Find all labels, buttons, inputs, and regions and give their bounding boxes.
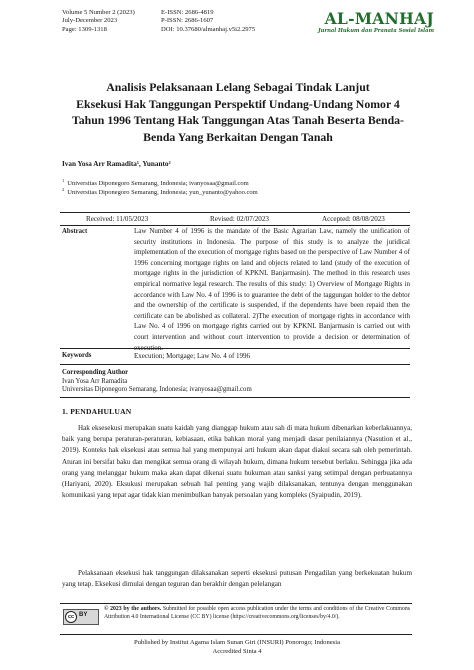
journal-logo-title: AL-MANHAJ [324, 9, 434, 28]
journal-logo [318, 10, 434, 35]
doi-text: DOI: 10.37680/almanhaj.v5i2.2975 [161, 25, 256, 33]
eissn-text: E-ISSN: 2686-4819 [161, 9, 214, 16]
article-title [62, 79, 414, 145]
affiliation-text: Universitas Diponegoro Semarang, Indonesia; ivanyosaa@gmail.com [67, 180, 249, 188]
divider [60, 397, 410, 398]
article-title-line: Analisis Pelaksanaan Lelang Sebagai Tindak Lanjut [106, 80, 370, 94]
revised-date: Revised: 02/07/2023 [210, 215, 269, 223]
copyright-text: © 2023 by the authors. [104, 606, 162, 612]
identifier-info [161, 9, 255, 34]
license-box [60, 603, 412, 635]
author-list: Ivan Yosa Arr Ramadita¹, Yunanto² [62, 160, 171, 168]
section-heading: 1. PENDAHULUAN [62, 407, 132, 416]
corresponding-heading: Corresponding Author [62, 369, 129, 376]
volume-text: Volume 5 Number 2 (2023) [62, 9, 135, 16]
corresponding-author [62, 369, 252, 395]
keywords-label: Keywords [62, 352, 92, 359]
issue-info [62, 9, 135, 34]
article-title-line: Tahun 1996 Tentang Hak Tanggungan Atas Tanah Beserta Benda- [72, 113, 404, 128]
journal-header [62, 9, 434, 51]
submission-dates [60, 212, 410, 226]
received-date: Received: 11/05/2023 [86, 215, 149, 223]
accreditation-text: Accredited Sinta 4 [212, 648, 262, 655]
accepted-date: Accepted: 08/08/2023 [322, 215, 385, 223]
affiliation-2 [62, 187, 258, 196]
affiliation-number: 2 [62, 187, 65, 192]
affiliation-text: Universitas Diponegoro Semarang, Indonesia; yun_yunanto@yahoo.com [67, 189, 258, 197]
pissn-text: P-ISSN: 2686-1607 [161, 17, 214, 25]
article-title-line: Benda Yang Berkaitan Dengan Tanah [143, 129, 333, 144]
affiliation-1 [62, 178, 249, 187]
divider [60, 348, 410, 349]
license-text [104, 606, 410, 621]
body-paragraph: Pelaksanaan eksekusi hak tanggungan dilaksanakan seperti eksekusi putusan Pengadilan yang berkekuatan hukum yang tetap. Eksekusi dimulai dengan teguran dan berakhir dengan pelelangan [62, 569, 412, 589]
article-title-line: Eksekusi Hak Tanggungan Perspektif Undang-Undang Nomor 4 [76, 96, 400, 111]
publisher-text: Published by Institut Agama Islam Sunan Giri (INSURI) Ponorogo; Indonesia [133, 639, 341, 646]
corresponding-affiliation: Universitas Diponegoro Semarang, Indonesia; ivanyosaa@gmail.com [62, 386, 252, 394]
keywords-text: Execution; Mortgage; Law No. 4 of 1996 [134, 352, 251, 360]
affiliation-number: 1 [62, 178, 65, 183]
divider [60, 364, 410, 365]
corresponding-name: Ivan Yosa Arr Ramadita [62, 377, 128, 385]
abstract-label: Abstract [62, 228, 88, 235]
creative-commons-icon: cc [65, 611, 77, 623]
body-paragraph: Hak eksesekusi merupakan suatu kaidah yang dianggap hukum atau sah di mata hukum dibenarkan keberlakuannya, baik yang berupa peraturan-peraturan, kebiasaan, etika bahkan moral yang menjadi dasar penilaiannya (Nasution et al., 2019). Konteks hak eksekusi atau semua hal yang mempunyai arti hukum akan dapat diakui secara sah oleh pemerintah. Aturan ini bersifat baku dan mengikat semua orang di wilayah hukum, dimana hukum tersebut berlaku. Sehingga jika ada orang yang melanggar hukum maka akan dapat dikenai suatu hukuman atau sanksi yang setimpal dengan perbuatannya (Hariyani, 2020). Eksukusi merupakan sebuah hal penting yang wajib dilaksanakan, tentunya dengan menggunakan komunikasi yang tepat agar tidak kian menimbulkan banyak persoalan yang kompleks (Syaipudin, 2019). [62, 424, 412, 500]
journal-logo-subtitle: Jurnal Hukum dan Pranata Sosial Islam [318, 28, 434, 34]
attribution-icon: BY [79, 612, 88, 618]
abstract-text: Law Number 4 of 1996 is the mandate of the Basic Agrarian Law, namely the unification of security institutions in Indonesia. The purpose of this study is to analyze the juridical implementation of the execution of mortgage rights based on the perspective of Law Number 4 of 1996 concerning mortgage rights on land and objects related to land (study of the execution of mortgage rights in the jurisdiction of KPKNL Banjarmasin). The method in this research uses empirical normative legal research. The results of this study: 1) Overview of Mortgage Rights in accordance with Law No. 4 of 1996 is to guarantee the debt of the taggungan holder to the debtor and the ownership of the certificate is suspended, if the dependents have been repaid then the certificate can be abolished as collateral. 2)The execution of mortgage rights in accordance with Law No. 4 of 1996 on mortgage rights carried out by KPKNL Banjarmasin is carried out with court intervention and without court intervention to provide a decision or determination of execution. [134, 227, 410, 352]
cc-license-badge[interactable] [63, 609, 99, 625]
page-footer [0, 638, 474, 656]
license-terms: Submitted for possible open access publication under the terms and conditions of the Creative Commons Attribution 4.0 International License (CC BY) license (https://creativecommons.org/licenses/by/4.0/). [104, 606, 410, 620]
period-text: July-December 2023 [62, 17, 118, 25]
pages-text: Page: 1309-1318 [62, 25, 107, 33]
